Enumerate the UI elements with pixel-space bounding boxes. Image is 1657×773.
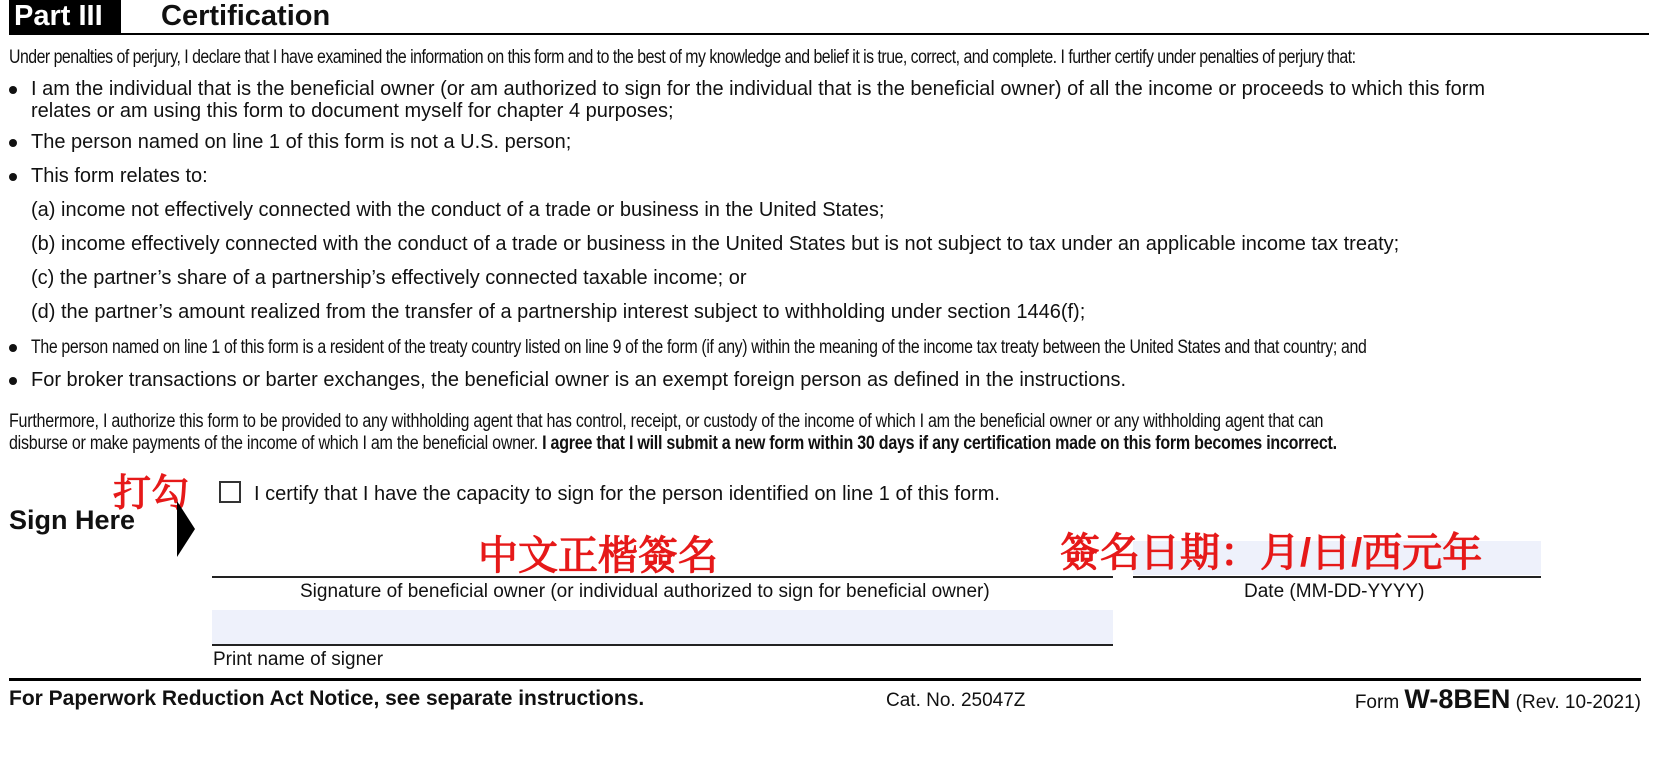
sub-item-a: (a) income not effectively connected with the conduct of a trade or business in the United States; xyxy=(31,199,885,221)
sign-arrow-icon xyxy=(177,501,195,557)
form-identifier xyxy=(1355,684,1641,715)
form-name: W-8BEN xyxy=(1404,684,1511,714)
agreement-text: I agree that I will submit a new form within 30 days if any certification made on this form becomes incorrect. xyxy=(537,433,1337,454)
sign-here-label: Sign Here xyxy=(9,505,136,535)
part-title: Certification xyxy=(161,0,331,32)
signature-line[interactable] xyxy=(212,576,1113,578)
bullet-text: This form relates to: xyxy=(31,165,208,187)
footer-divider xyxy=(9,678,1641,681)
bullet-icon xyxy=(9,377,17,385)
date-caption: Date (MM-DD-YYYY) xyxy=(1244,581,1425,602)
form-prefix: Form xyxy=(1354,692,1405,713)
print-name-caption: Print name of signer xyxy=(213,649,384,670)
print-name-field[interactable] xyxy=(212,610,1113,644)
intro-text: Under penalties of perjury, I declare that I have examined the information on this form and to the best of my knowledge and belief it is true, correct, and complete. I further certify under penalties of perjury that: xyxy=(9,47,1356,68)
annotation-signature: 中文正楷簽名 xyxy=(478,534,718,578)
catalog-number: Cat. No. 25047Z xyxy=(886,690,1026,711)
capacity-checkbox[interactable] xyxy=(219,481,241,503)
bullet-text: relates or am using this form to document myself for chapter 4 purposes; xyxy=(31,100,674,122)
part-header xyxy=(9,0,1649,35)
authorization-paragraph xyxy=(9,411,1580,455)
capacity-checkbox-label: I certify that I have the capacity to sign for the person identified on line 1 of this form. xyxy=(254,483,1000,505)
annotation-date: 簽名日期：月/日/西元年 xyxy=(1060,531,1483,575)
bullet-icon xyxy=(9,139,17,147)
part-label: Part III xyxy=(9,0,121,33)
sub-item-d: (d) the partner’s amount realized from the transfer of a partnership interest subject to withholding under section 1446(f); xyxy=(31,301,1086,323)
sub-item-c: (c) the partner’s share of a partnership’s effectively connected taxable income; or xyxy=(31,267,747,289)
bullet-text: The person named on line 1 of this form is a resident of the treaty country listed on line 9 of the form (if any) within the meaning of the income tax treaty between the United States and that country; and xyxy=(31,337,1367,358)
bullet-text: For broker transactions or barter exchanges, the beneficial owner is an exempt foreign person as defined in the instructions. xyxy=(31,369,1127,391)
form-revision: (Rev. 10-2021) xyxy=(1510,692,1641,713)
bullet-text: The person named on line 1 of this form is not a U.S. person; xyxy=(31,131,572,153)
bullet-icon xyxy=(9,173,17,181)
annotation-check: 打勾 xyxy=(113,473,190,515)
bullet-icon xyxy=(9,344,17,352)
sub-item-b: (b) income effectively connected with the conduct of a trade or business in the United States but is not subject to tax under an applicable income tax treaty; xyxy=(31,233,1400,255)
bullet-text: I am the individual that is the beneficial owner (or am authorized to sign for the individual that is the beneficial owner) of all the income or proceeds to which this form xyxy=(31,78,1486,100)
authorization-line: Furthermore, I authorize this form to be provided to any withholding agent that has control, receipt, or custody of the income of which I am the beneficial owner or any withholding agent that can xyxy=(9,411,1324,432)
bullet-icon xyxy=(9,86,17,94)
authorization-text: disburse or make payments of the income of which I am the beneficial owner. xyxy=(9,433,538,454)
date-line xyxy=(1133,576,1541,578)
authorization-line xyxy=(9,433,1337,455)
print-name-line xyxy=(212,644,1113,646)
paperwork-notice: For Paperwork Reduction Act Notice, see separate instructions. xyxy=(9,687,645,710)
signature-caption: Signature of beneficial owner (or individual authorized to sign for beneficial owner) xyxy=(300,581,990,602)
